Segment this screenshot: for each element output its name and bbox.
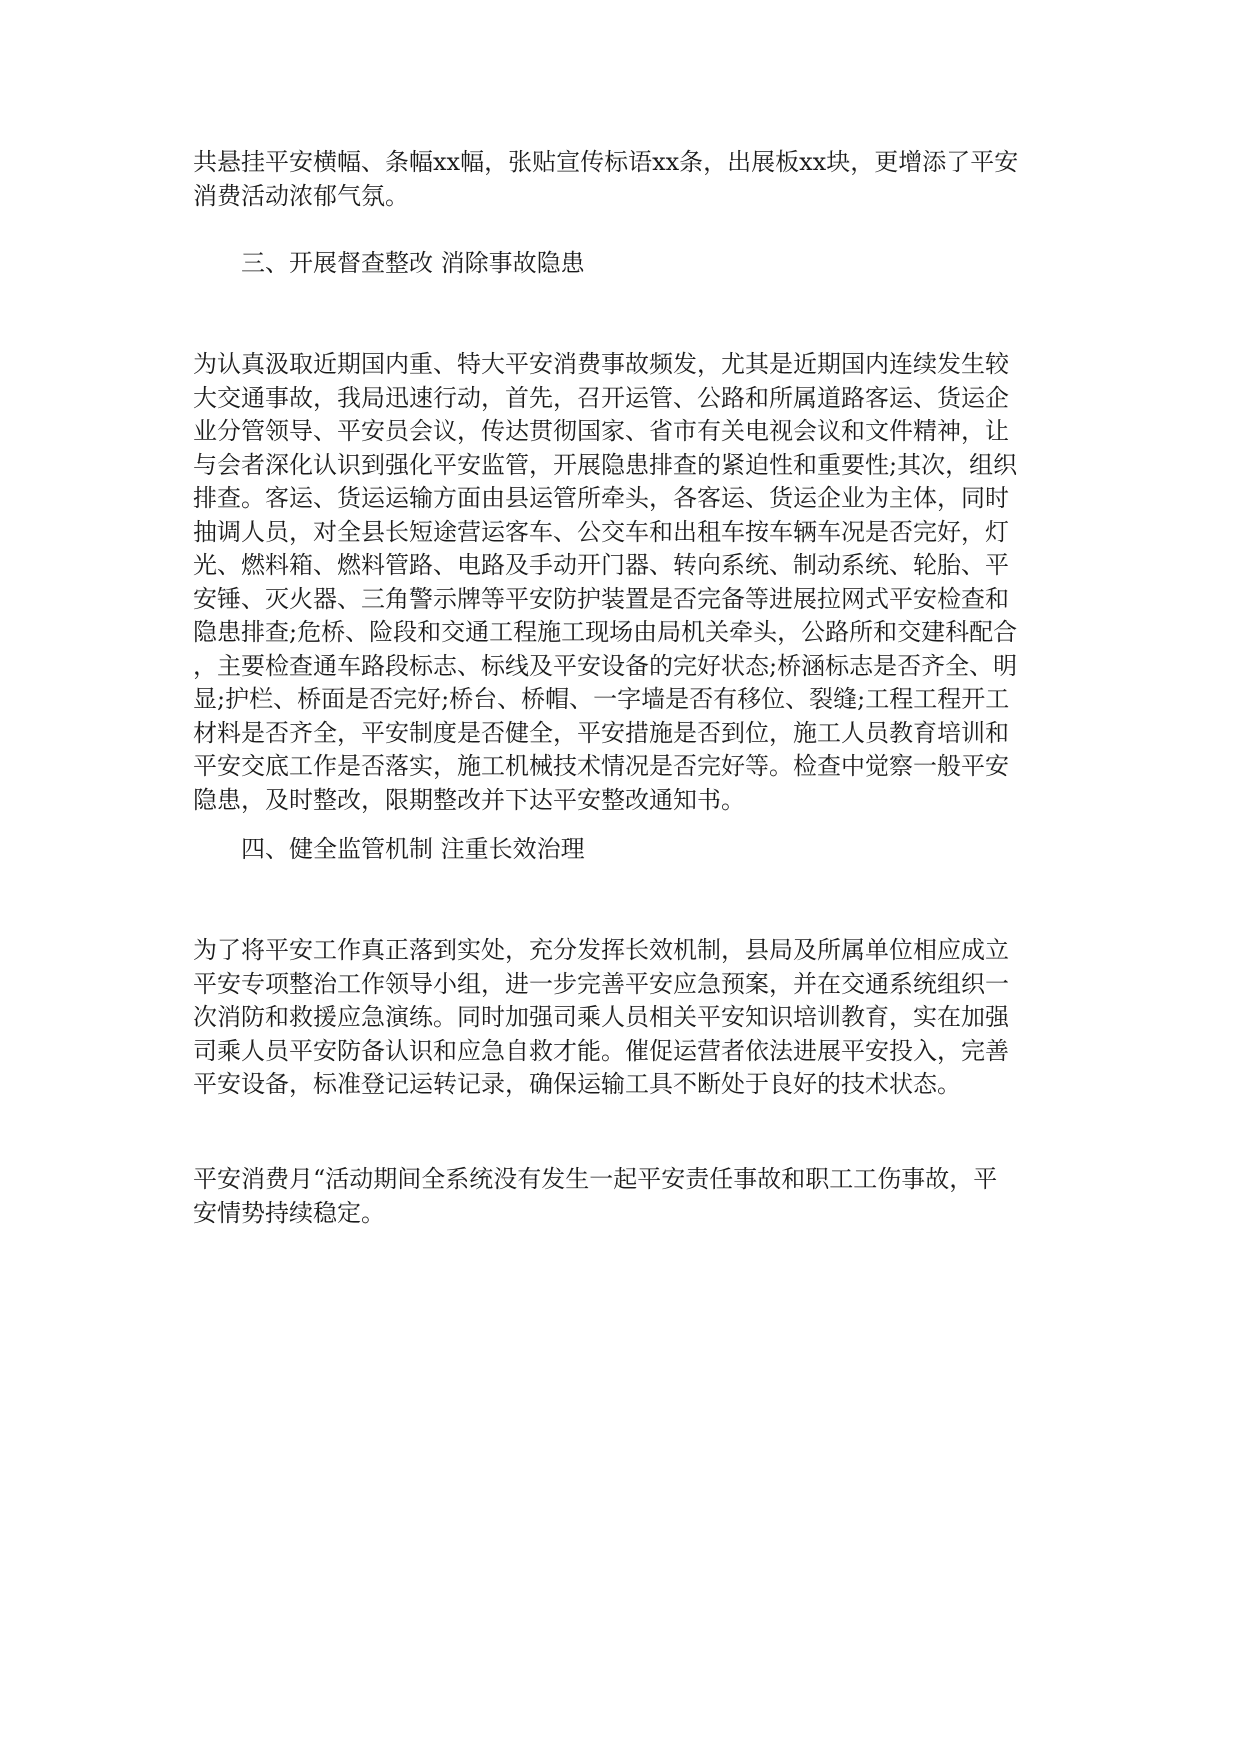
paragraph-line: 显;护栏、桥面是否完好;桥台、桥帽、一字墙是否有移位、裂缝;工程工程开工 — [193, 685, 1010, 713]
paragraph-inspection — [193, 348, 1073, 817]
paragraph-supervision — [193, 934, 1073, 1102]
paragraph-line: 业分管领导、平安员会议，传达贯彻国家、省市有关电视会议和文件精神，让 — [193, 417, 1009, 445]
paragraph-line: 平安设备，标准登记运转记录，确保运输工具不断处于良好的技术状态。 — [193, 1070, 961, 1098]
paragraph-line: 安锤、灭火器、三角警示牌等平安防护装置是否完备等进展拉网式平安检查和 — [193, 584, 1009, 613]
paragraph-line: 光、燃料箱、燃料管路、电路及手动开门器、转向系统、制动系统、轮胎、平 — [193, 551, 1009, 579]
paragraph-line: 次消防和救援应急演练。同时加强司乘人员相关平安知识培训教育，实在加强 — [193, 1003, 1009, 1031]
paragraph-line: 材料是否齐全，平安制度是否健全，平安措施是否到位，施工人员教育培训和 — [193, 718, 1009, 747]
paragraph-line: 平安消费月“活动期间全系统没有发生一起平安责任事故和职工工伤事故，平 — [193, 1165, 998, 1193]
paragraph-line: ，主要检查通车路段标志、标线及平安设备的完好状态;桥涵标志是否齐全、明 — [193, 651, 1018, 680]
paragraph-line: 消费活动浓郁气氛。 — [193, 181, 409, 210]
paragraph-line: 为认真汲取近期国内重、特大平安消费事故频发，尤其是近期国内连续发生较 — [193, 350, 1009, 378]
section-heading-inspection: 三、开展督查整改 消除事故隐患 — [241, 249, 585, 277]
section-heading-supervision: 四、健全监管机制 注重长效治理 — [241, 835, 585, 863]
paragraph-line: 平安专项整治工作领导小组，进一步完善平安应急预案，并在交通系统组织一 — [193, 969, 1009, 998]
paragraph-line: 隐患，及时整改，限期整改并下达平安整改通知书。 — [193, 785, 745, 814]
paragraph-line: 为了将平安工作真正落到实处，充分发挥长效机制，县局及所属单位相应成立 — [193, 936, 1009, 964]
paragraph-line: 司乘人员平安防备认识和应急自救才能。催促运营者依法进展平安投入，完善 — [193, 1036, 1009, 1065]
paragraph-publicity — [193, 146, 1073, 213]
paragraph-line: 与会者深化认识到强化平安监管，开展隐患排查的紧迫性和重要性;其次，组织 — [193, 450, 1018, 479]
paragraph-line: 平安交底工作是否落实，施工机械技术情况是否完好等。检查中觉察一般平安 — [193, 752, 1009, 780]
paragraph-line: 安情势持续稳定。 — [193, 1198, 385, 1227]
paragraph-line: 抽调人员，对全县长短途营运客车、公交车和出租车按车辆车况是否完好，灯 — [193, 517, 1009, 546]
paragraph-summary — [193, 1163, 1073, 1230]
paragraph-line: 共悬挂平安横幅、条幅xx幅，张贴宣传标语xx条，出展板xx块，更增添了平安 — [193, 148, 1019, 176]
paragraph-line: 排查。客运、货运运输方面由县运管所牵头，各客运、货运企业为主体，同时 — [193, 484, 1009, 512]
paragraph-line: 大交通事故，我局迅速行动，首先，召开运管、公路和所属道路客运、货运企 — [193, 383, 1009, 412]
paragraph-line: 隐患排查;危桥、险段和交通工程施工现场由局机关牵头，公路所和交建科配合 — [193, 618, 1018, 646]
